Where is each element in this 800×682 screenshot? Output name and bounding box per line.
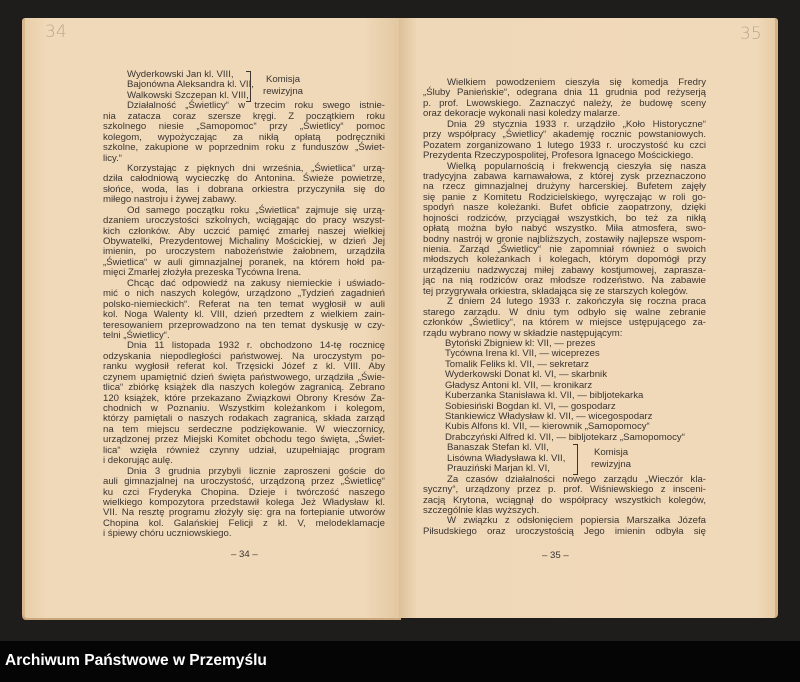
text-line: oraz dekoracje wykonali nasi koledzy malarze. xyxy=(423,108,621,120)
paragraph xyxy=(423,162,706,298)
list-item: Drabczyński Alfred kl. VII, — bibljotekarz „Samopomocy“ xyxy=(445,431,685,443)
text-line: Piłsudskiego oraz uroczystością Jego imienin odbyła się xyxy=(423,525,706,537)
text-line: Dnia 11 listopada 1932 r. obchodzono 14-tę rocznicę xyxy=(127,340,385,352)
text-line: Obywatelki, Prezydentowej Michaliny Mościckiej, w dzień Jej xyxy=(103,236,385,248)
text-line: kich członków. Aby uczcić pamięć zmarłej naszej wielkiej xyxy=(103,225,385,237)
committee-label-line: Komisja xyxy=(265,74,301,85)
text-line: kolegom, wypożyczając za nikłą opłatą podręczniki xyxy=(103,131,385,143)
board-members-list xyxy=(423,339,706,443)
text-line: „Śluby Panieńskie“, odegrana dnia 11 grudnia pod reżyserją xyxy=(423,87,706,99)
committee-member: Banaszak Stefan kl. VII, xyxy=(447,442,549,454)
text-line: „Świetlica“ w auli gimnazjalnej poranek, na którem hołd pa- xyxy=(103,256,385,268)
text-line: jąc na nią rodziców oraz młodsze rodzeństwo. Na zabawie xyxy=(423,275,706,287)
text-line: licy.“ xyxy=(103,152,123,164)
text-line: miłego nastroju i żywej zabawy. xyxy=(103,194,237,206)
text-line: Z dniem 24 lutego 1933 r. zakończyła się roczna praca xyxy=(447,296,706,308)
text-line: Dnia 29 stycznia 1933 r. urządziło „Koło Historyczne“ xyxy=(447,118,706,130)
text-line: Działalność „Świetlicy“ w trzecim roku swego istnie- xyxy=(127,100,385,112)
right-page xyxy=(399,18,778,618)
list-item: Sobiesiński Bogdan kl. VI, — gospodarz xyxy=(445,400,616,412)
left-page-text xyxy=(103,70,385,540)
text-line: mięci Zmarłej złożyła prezeska Tycówna Irena. xyxy=(103,267,302,279)
text-line: Za czasów działalności nowego zarządu „Wieczór kla- xyxy=(447,473,706,485)
text-line: dziła całodniową wycieczkę do Antonina. Świeże powietrze, xyxy=(103,173,385,185)
page-number: – 34 – xyxy=(231,549,258,560)
text-line: tej przygrywała orkiestra, składająca się ze starszych kolegów. xyxy=(423,285,689,297)
text-line: W związku z odsłonięciem popiersia Marszałka Józefa xyxy=(447,515,706,527)
text-line: przy współpracy „Świetlicy“ akademję rocznic powstaniowych. xyxy=(423,129,706,141)
text-line: urządzonej przez Miejski Komitet obchodu tego święta, „Świet- xyxy=(103,434,385,446)
text-line: Dnia 3 grudnia przybyli licznie zaproszeni goście do xyxy=(127,465,385,477)
text-line: tradycyjna zabawa karnawałowa, z której zysk przeznaczono xyxy=(423,170,706,182)
paragraph xyxy=(103,279,385,342)
text-line: młodszych koleżankach i kolegach, którym dopomógł przy xyxy=(423,254,706,266)
archive-credit: Archiwum Państwowe w Przemyślu xyxy=(5,652,267,669)
list-item: Gładysz Antoni kl. VII, — kronikarz xyxy=(445,379,593,391)
paragraph xyxy=(103,206,385,279)
paragraph xyxy=(423,475,706,517)
list-item: Kubis Alfons kl. VII, — kierownik „Samopomocy“ xyxy=(445,421,650,433)
paragraph xyxy=(423,78,706,120)
text-line: wielkiego kompozytora przedstawił kolega Jeż Władysław kl. xyxy=(103,496,385,508)
text-line: polsko-niemieckich“. Referat na ten temat wygłosił w auli xyxy=(103,298,385,310)
paragraph xyxy=(423,297,706,339)
text-line: hojności rodziców, przyciągał wszystkich, bo też za nikłą xyxy=(423,212,706,224)
text-line: Pozatem zorganizowano 1 lutego 1933 r. uroczystość ku czci xyxy=(423,139,706,151)
committee-label-line: rewizyjna xyxy=(263,86,303,97)
text-line: szczególnie klas wyższych. xyxy=(423,504,540,516)
text-line: starego zarządu. W dniu tym odbyło się walne zebranie xyxy=(423,306,706,318)
text-line: czynem upamiętnić dzień święta państwowego, urządziła „Świe- xyxy=(103,371,385,383)
paragraph xyxy=(103,101,385,164)
paragraph xyxy=(103,164,385,206)
text-line: bodny nastrój w gronie najbliższych, zostawiły najlepsze wspom- xyxy=(423,233,706,245)
brace-bracket xyxy=(573,444,578,475)
committee-member: Bajonówna Aleksandra kl. VII, xyxy=(127,79,254,91)
text-line: rządu wybrano nowy w składzie następującym: xyxy=(423,327,623,339)
text-line: 120 książek, które przekazano Związkowi Obrony Kresów Za- xyxy=(103,392,385,404)
paragraph xyxy=(423,120,706,162)
text-line: odzyskania niepodległości państwowej. Na uroczystym po- xyxy=(103,350,385,362)
text-line: i śpiewy chóru uczniowskiego. xyxy=(103,528,232,540)
text-line: Wielkiem powodzeniem cieszyła się komedja Fredry xyxy=(447,77,706,88)
text-line: lica“ wzięła również czynny udział, uzupełniając program xyxy=(103,444,385,456)
list-item: Tycówna Irena kl. VII, — wiceprezes xyxy=(445,348,600,360)
text-line: zacją Krytona, wciągnął do współpracy wszystkich kolegów, xyxy=(423,494,706,506)
brace-bracket xyxy=(246,71,251,102)
text-line: chodnich w Poznaniu. Wszystkim koleżankom i kolegom, xyxy=(103,403,385,415)
handwritten-page-number: 34 xyxy=(45,22,67,42)
text-line: słońce, woda, las i dobrana orkiestra przyczyniła się do xyxy=(103,183,385,195)
text-line: na tem miejscu serdeczne podziękowanie. W wieczornicy, xyxy=(103,423,385,435)
text-line: dzaniem uroczystości szkolnych, wciągając do pracy wszyst- xyxy=(103,215,385,227)
text-line: spodyń nasze koleżanki. Bufet obficie zaopatrzony, dzięki xyxy=(423,202,706,214)
committee-members xyxy=(447,443,565,474)
text-line: członków „Świetlicy“, na którem w miejsce ustępującego za- xyxy=(423,317,706,329)
committee-member: Wyderkowski Jan kl. VIII, xyxy=(127,69,234,80)
text-line: mić o nich naszych kolegów, urządzono „Tydzień zagadnień xyxy=(103,288,385,300)
text-line: na rzecz gimnazjalnej drużyny harcerskiej. Bufetem zajęły xyxy=(423,181,706,193)
text-line: nienia. Zarząd „Świetlicy“ nie zapomniał również o swoich xyxy=(423,244,706,255)
text-line: Chcąc dać odpowiedź na zakusy niemieckie i uświado- xyxy=(127,277,385,289)
text-line: opłatą można było nabyć wszystko. Miła atmosfera, swo- xyxy=(423,223,706,235)
text-line: szkolnego niesie „Samopomoc“ przy „Świetlicy“ pomoc xyxy=(103,121,385,133)
committee-label xyxy=(263,74,303,98)
committee-member: Lisówna Władysława kl. VII, xyxy=(447,452,566,464)
committee-member: Prauziński Marjan kl. VI, xyxy=(447,463,550,475)
list-item: Kuberzanka Stanisława kl. VII, — bibljotekarka xyxy=(445,390,644,402)
text-line: VII. Na resztę programu złożyły się: gra na fortepianie utworów xyxy=(103,507,385,519)
text-line: kol. Noga Walenty kl. VIII, dzień przedtem z wielkiem zain- xyxy=(103,309,385,321)
paragraph xyxy=(423,516,706,537)
list-item: Tomalik Feliks kl. VII, — sekretarz xyxy=(445,358,589,370)
paragraph xyxy=(103,467,385,540)
text-line: Od samego początku roku „Świetlica“ zajmuje się urzą- xyxy=(127,204,385,216)
page-number: – 35 – xyxy=(542,550,569,561)
text-line: syczny“, urządzony przez p. prof. Wiśniewskiego z insceni- xyxy=(423,484,706,496)
text-line: imienin, po uroczystem nabożeństwie żałobnem, urządziła xyxy=(103,246,385,258)
text-line: szkolne, zakupione w poprzednim roku z funduszów „Świet- xyxy=(103,142,385,154)
committee-label-line: Komisja xyxy=(593,447,629,459)
committee-members xyxy=(127,70,254,101)
committee-label xyxy=(591,447,631,471)
audit-committee xyxy=(423,443,706,474)
text-line: Chopina kol. Galańskiej Felicji z kl. V, melodeklamacje xyxy=(103,517,385,529)
audit-committee xyxy=(103,70,385,101)
text-line: Wielką popularnością i frekwencją cieszyła się nasza xyxy=(447,160,706,172)
text-line: Prezydenta Rzeczypospolitej, Profesora Ignacego Mościckiego. xyxy=(423,150,694,162)
list-item: Bytoński Zbigniew kl: VII, — prezes xyxy=(445,337,596,349)
text-line: którzy pamiętali o naszych rodakach zagranicą, składa zarząd xyxy=(103,413,385,425)
list-item: Wyderkowski Donat kl. VI, — skarbnik xyxy=(445,369,607,381)
left-page xyxy=(22,18,401,618)
text-line: ku czci Fryderyka Chopina. Dzieje i twórczość naszego xyxy=(103,486,385,498)
text-line: urządzeniu nadzwyczaj miłej zabawy kostjumowej, zaprasza- xyxy=(423,264,706,276)
text-line: p. prof. Lwowskiego. Zaznaczyć należy, że budowę sceny xyxy=(423,97,706,109)
text-line: auli gimnazjalnej na uroczystość, urządzoną przez „Świetlicę“ xyxy=(103,476,385,488)
text-line: Korzystając z pięknych dni września, „Świetlica“ urzą- xyxy=(127,162,385,174)
handwritten-page-number: 35 xyxy=(740,24,762,44)
text-line: się panie z Komitetu Rodzicielskiego, wyręczając w roli go- xyxy=(423,191,706,203)
committee-label-line: rewizyjna xyxy=(591,459,631,471)
text-line: telni „Świetlicy“. xyxy=(103,329,170,341)
text-line: nia zatacza coraz szersze kręgi. Z początkiem roku xyxy=(103,110,385,122)
text-line: teresowaniem przeprowadzono na ten temat dyskusję w czy- xyxy=(103,319,385,331)
text-line: ranku wygłosił referat kol. Trzęsicki Józef z kl. VIII. Aby xyxy=(103,361,385,373)
text-line: tlica“ zbiórkę książek dla naszych kolegów zagranicą. Zebrano xyxy=(103,382,385,394)
text-line: i dekorując aulę. xyxy=(103,455,173,467)
list-item: Stankiewicz Władysław kl. VII, — wicegospodarz xyxy=(445,411,653,422)
paragraph xyxy=(103,341,385,466)
committee-member: Walkowski Szczepan kl. VIII, xyxy=(127,89,249,101)
right-page-text xyxy=(423,78,706,537)
